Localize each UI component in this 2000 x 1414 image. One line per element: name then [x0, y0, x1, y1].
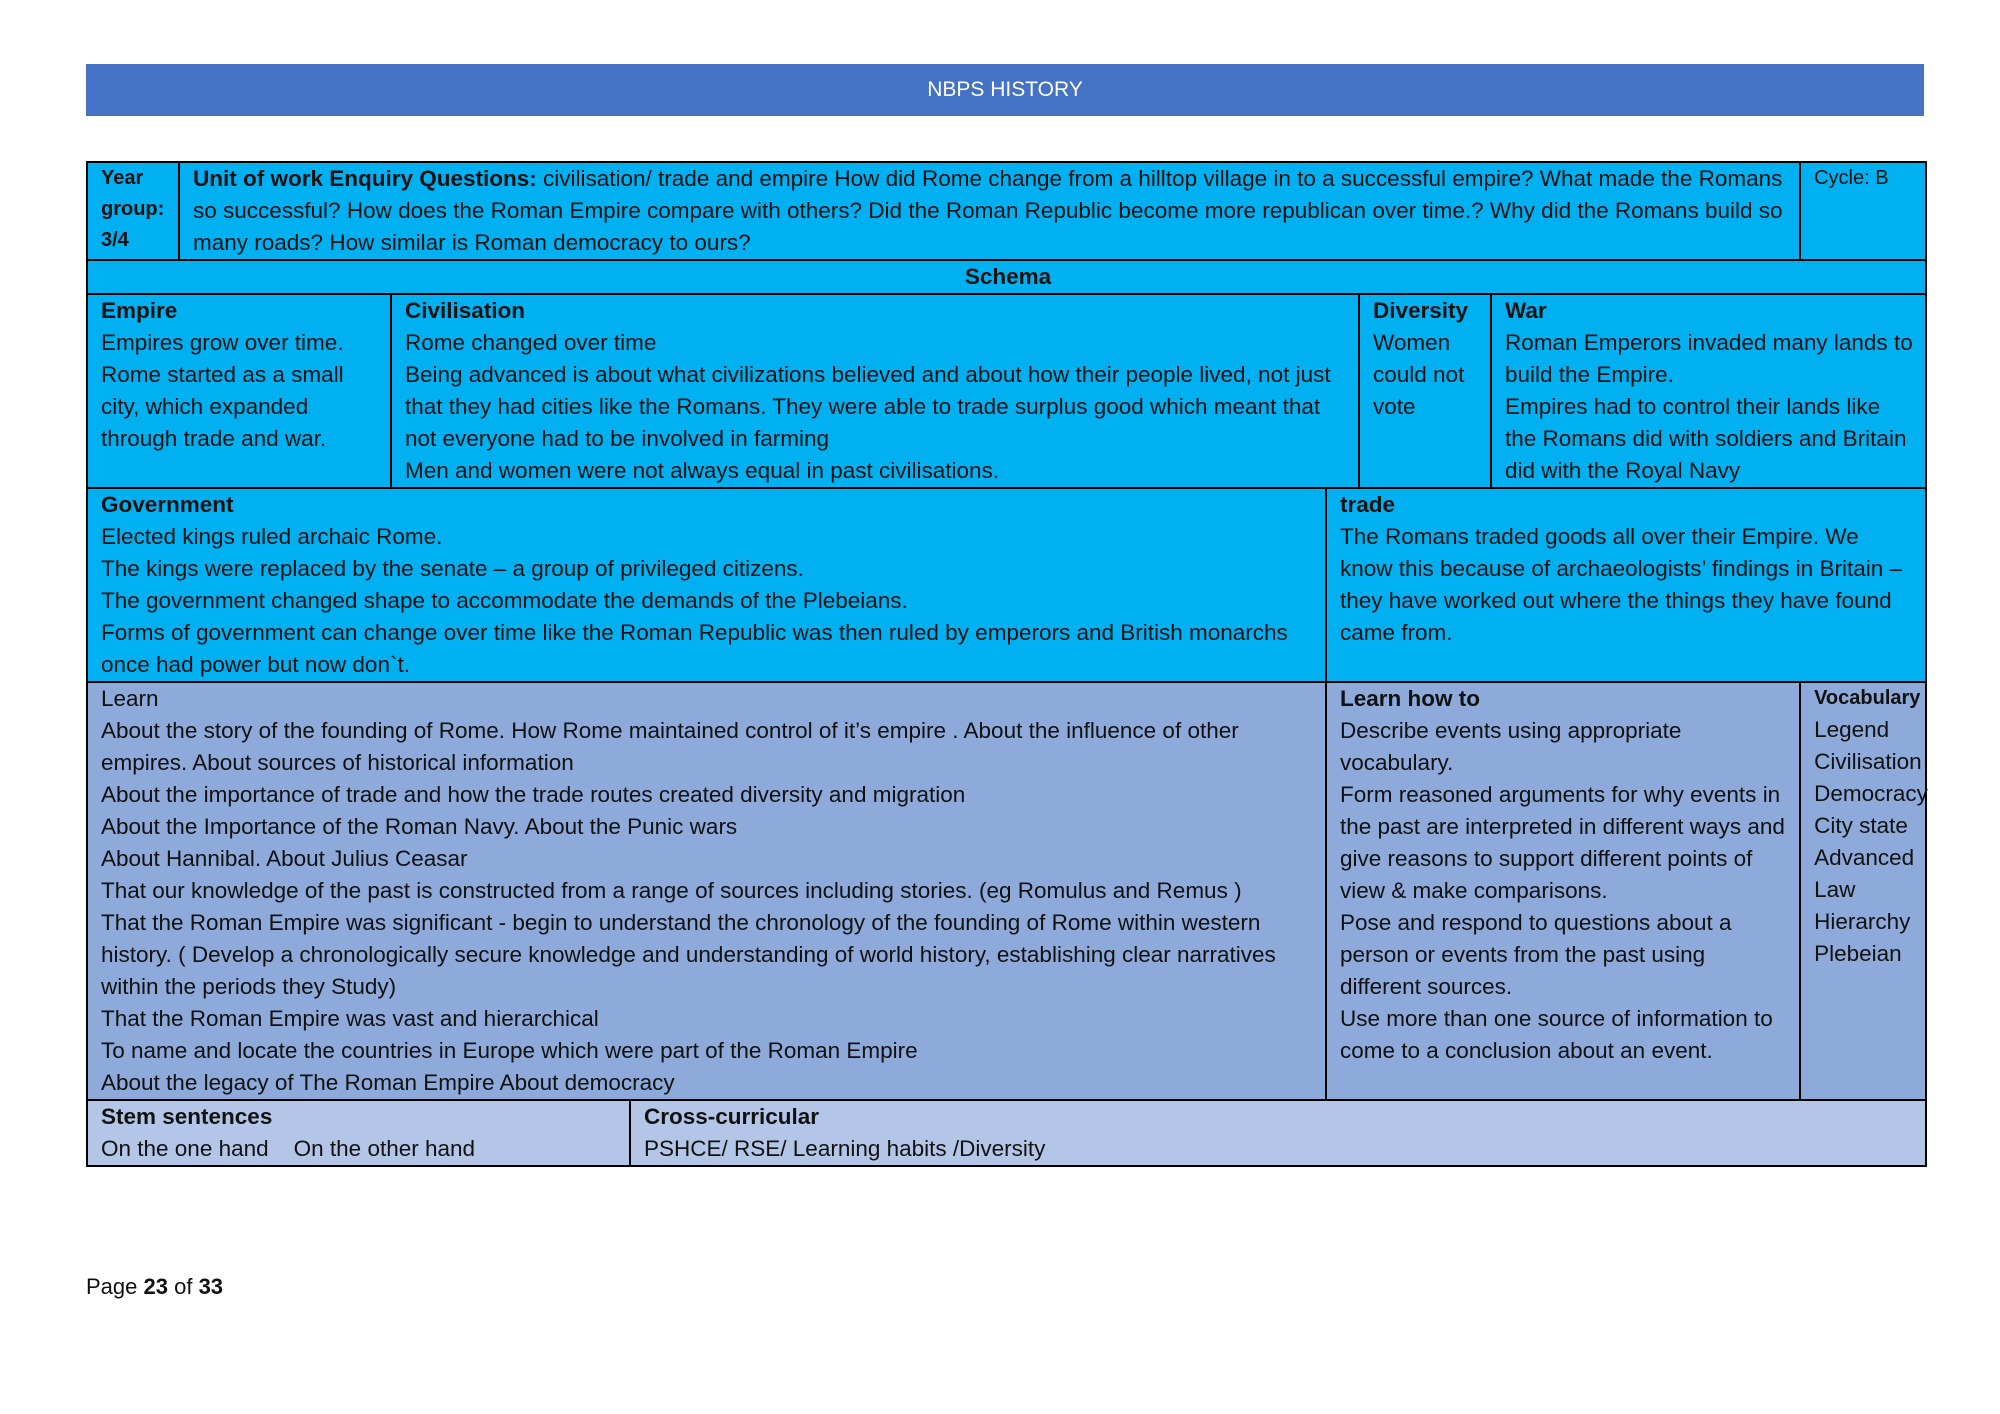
vocabulary-word: Law: [1814, 877, 1856, 902]
vocabulary-word: Advanced: [1814, 845, 1915, 870]
empire-cell: [87, 294, 391, 488]
cycle-cell: Cycle: B: [1800, 162, 1926, 260]
diversity-text: Women could not vote: [1373, 330, 1465, 419]
trade-cell: [1326, 488, 1926, 682]
government-text: Elected kings ruled archaic Rome.: [101, 524, 443, 549]
schema-title-row: [87, 260, 1926, 294]
empire-heading: Empire: [101, 298, 178, 323]
vocabulary-word: Civilisation: [1814, 749, 1922, 774]
learn-cell: [87, 682, 1326, 1100]
learn-item: That the Roman Empire was significant - begin to understand the chronology of the founding of Rome within western history. ( Develop a chronologically secure knowledge and understanding of world history, establishing clear narratives within the periods they Study): [101, 910, 1276, 999]
learn-item: About the importance of trade and how the trade routes created diversity and migration: [101, 782, 966, 807]
cross-curricular-cell: [630, 1100, 1926, 1166]
learn-how-item: Form reasoned arguments for why events in the past are interpreted in different ways and give reasons to support different points of view & make comparisons.: [1340, 782, 1785, 903]
vocabulary-word: City state: [1814, 813, 1908, 838]
schema-title: Schema: [87, 260, 1926, 294]
enquiry-text: civilisation/ trade and empire How did Rome change from a hilltop village in to a successful empire? What made the Romans so successful? How does the Roman Empire compare with others? Did the Roman Republic become more republican over time.? Why did the Romans build so many roads? How similar is Roman democracy to ours?: [193, 166, 1783, 255]
war-text: Roman Emperors invaded many lands to build the Empire.: [1505, 330, 1913, 387]
empire-text: Empires grow over time.: [101, 330, 344, 355]
government-cell: [87, 488, 1326, 682]
trade-heading: trade: [1340, 492, 1396, 517]
learn-item: That our knowledge of the past is constructed from a range of sources including stories. (eg Romulus and Remus ): [101, 878, 1242, 903]
learn-how-item: Pose and respond to questions about a person or events from the past using different sources.: [1340, 910, 1732, 999]
civilisation-text: Rome changed over time: [405, 330, 657, 355]
page-number: Page 23 of 33: [86, 1274, 224, 1299]
stem-heading: Stem sentences: [101, 1104, 273, 1129]
government-text: The kings were replaced by the senate – a group of privileged citizens.: [101, 556, 804, 581]
trade-text: The Romans traded goods all over their Empire. We know this because of archaeologists’ findings in Britain – they have worked out where the things they have found came from.: [1340, 524, 1902, 645]
enquiry-questions-cell: [179, 162, 1800, 260]
learn-item: About the legacy of The Roman Empire About democracy: [101, 1070, 675, 1095]
cross-curricular-heading: Cross-curricular: [644, 1104, 820, 1129]
cross-curricular-text: PSHCE/ RSE/ Learning habits /Diversity: [644, 1136, 1046, 1161]
learn-item: That the Roman Empire was vast and hierarchical: [101, 1006, 599, 1031]
vocabulary-word: Plebeian: [1814, 941, 1902, 966]
learn-how-heading: Learn how to: [1340, 686, 1480, 711]
empire-text: Rome started as a small city, which expanded through trade and war.: [101, 362, 344, 451]
learn-how-item: Describe events using appropriate vocabulary.: [1340, 718, 1682, 775]
enquiry-label: Unit of work Enquiry Questions:: [193, 166, 537, 191]
war-text: Empires had to control their lands like the Romans did with soldiers and Britain did with the Royal Navy: [1505, 394, 1907, 483]
vocabulary-heading: Vocabulary: [1814, 687, 1921, 709]
civilisation-cell: [391, 294, 1359, 488]
war-cell: [1491, 294, 1926, 488]
learn-heading: Learn: [101, 686, 159, 711]
government-text: Forms of government can change over time like the Roman Republic was then ruled by emperors and British monarchs once had power but now don`t.: [101, 620, 1288, 677]
unit-plan-table: [86, 161, 1927, 1167]
civilisation-text: Men and women were not always equal in past civilisations.: [405, 458, 1000, 483]
learn-how-cell: [1326, 682, 1800, 1100]
stem-sentences-cell: [87, 1100, 630, 1166]
learn-item: About the story of the founding of Rome. How Rome maintained control of it’s empire . About the influence of other empires. About sources of historical information: [101, 718, 1239, 775]
year-group-cell: Year group: 3/4: [87, 162, 179, 260]
war-heading: War: [1505, 298, 1547, 323]
schema-row: [87, 294, 1926, 488]
government-heading: Government: [101, 492, 234, 517]
learn-item: About the Importance of the Roman Navy. About the Punic wars: [101, 814, 738, 839]
learn-item: About Hannibal. About Julius Ceasar: [101, 846, 468, 871]
header-title: NBPS HISTORY: [927, 78, 1083, 101]
unit-row: [87, 162, 1926, 260]
learn-how-item: Use more than one source of information to come to a conclusion about an event.: [1340, 1006, 1773, 1063]
vocabulary-word: Legend: [1814, 717, 1890, 742]
vocabulary-word: Hierarchy: [1814, 909, 1911, 934]
vocabulary-word: Democracy: [1814, 781, 1928, 806]
learn-row: [87, 682, 1926, 1100]
learn-item: To name and locate the countries in Europe which were part of the Roman Empire: [101, 1038, 918, 1063]
diversity-cell: [1359, 294, 1491, 488]
page-header-banner: [86, 64, 1924, 116]
vocabulary-cell: [1800, 682, 1926, 1100]
civilisation-text: Being advanced is about what civilizations believed and about how their people lived, not just that they had cities like the Romans. They were able to trade surplus good which meant that not everyone had to be involved in farming: [405, 362, 1331, 451]
government-text: The government changed shape to accommodate the demands of the Plebeians.: [101, 588, 908, 613]
stem-row: [87, 1100, 1926, 1166]
stem-text: On the one hand On the other hand: [101, 1136, 476, 1161]
diversity-heading: Diversity: [1373, 298, 1469, 323]
government-trade-row: [87, 488, 1926, 682]
civilisation-heading: Civilisation: [405, 298, 526, 323]
